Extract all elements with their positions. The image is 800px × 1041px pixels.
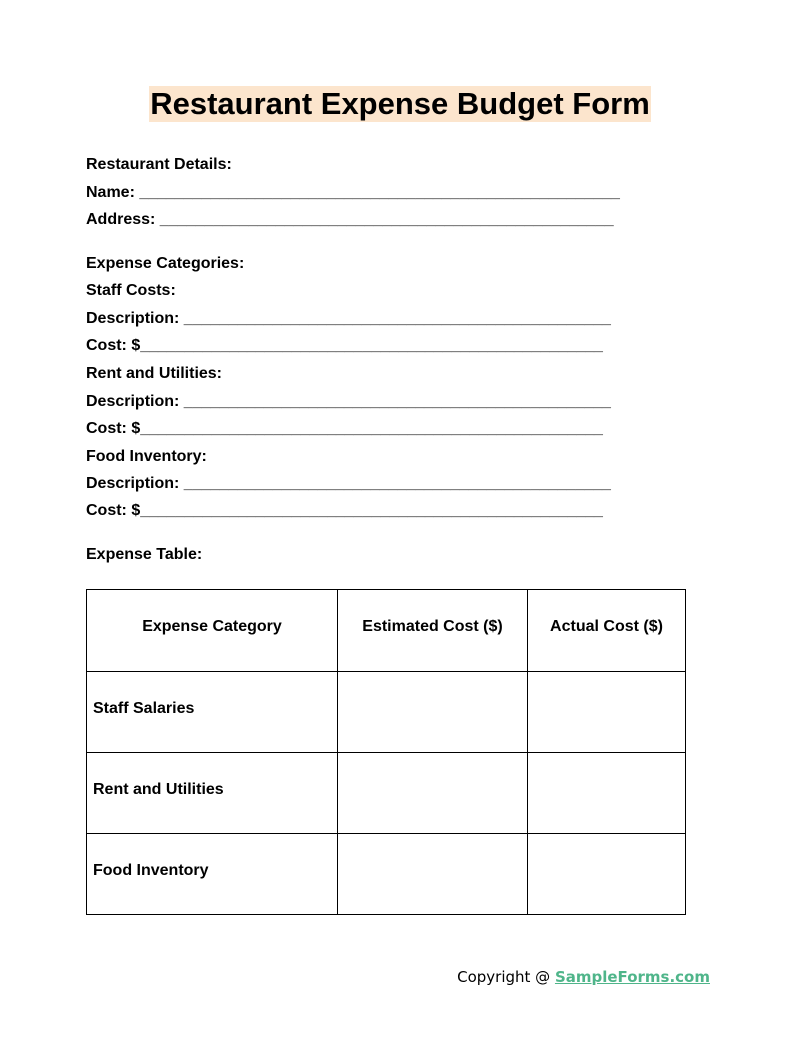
rent-description-field[interactable]: Description: ________________________________________________ — [86, 393, 611, 410]
name-field[interactable]: Name: ______________________________________________________ — [86, 184, 620, 201]
actual-cost-cell[interactable] — [528, 672, 686, 753]
column-header-category: Expense Category — [87, 590, 338, 672]
estimated-cost-cell[interactable] — [338, 672, 528, 753]
expense-table — [86, 589, 686, 915]
food-cost-field[interactable]: Cost: $____________________________________________________ — [86, 502, 603, 519]
column-header-estimated: Estimated Cost ($) — [338, 590, 528, 672]
row-category: Food Inventory — [87, 834, 338, 915]
estimated-cost-cell[interactable] — [338, 753, 528, 834]
copyright-text: Copyright @ — [457, 968, 555, 986]
row-category: Rent and Utilities — [87, 753, 338, 834]
expense-categories-heading: Expense Categories: — [86, 255, 245, 272]
rent-utilities-label: Rent and Utilities: — [86, 365, 223, 382]
page-title: Restaurant Expense Budget Form — [150, 86, 650, 121]
estimated-cost-cell[interactable] — [338, 834, 528, 915]
actual-cost-cell[interactable] — [528, 834, 686, 915]
table-row — [87, 753, 686, 834]
food-inventory-label: Food Inventory: — [86, 448, 207, 465]
table-row — [87, 672, 686, 753]
staff-description-field[interactable]: Description: ________________________________________________ — [86, 310, 611, 327]
expense-table-heading: Expense Table: — [86, 546, 203, 563]
staff-costs-label: Staff Costs: — [86, 282, 176, 299]
actual-cost-cell[interactable] — [528, 753, 686, 834]
table-header-row — [87, 590, 686, 672]
title-wrapper — [0, 86, 800, 122]
row-category: Staff Salaries — [87, 672, 338, 753]
staff-cost-field[interactable]: Cost: $____________________________________________________ — [86, 337, 603, 354]
table-row — [87, 834, 686, 915]
copyright-footer — [457, 968, 710, 986]
restaurant-details-heading: Restaurant Details: — [86, 156, 232, 173]
food-description-field[interactable]: Description: ________________________________________________ — [86, 475, 611, 492]
sampleforms-link[interactable]: SampleForms.com — [554, 968, 710, 986]
address-field[interactable]: Address: ___________________________________________________ — [86, 211, 614, 228]
column-header-actual: Actual Cost ($) — [528, 590, 686, 672]
rent-cost-field[interactable]: Cost: $____________________________________________________ — [86, 420, 603, 437]
